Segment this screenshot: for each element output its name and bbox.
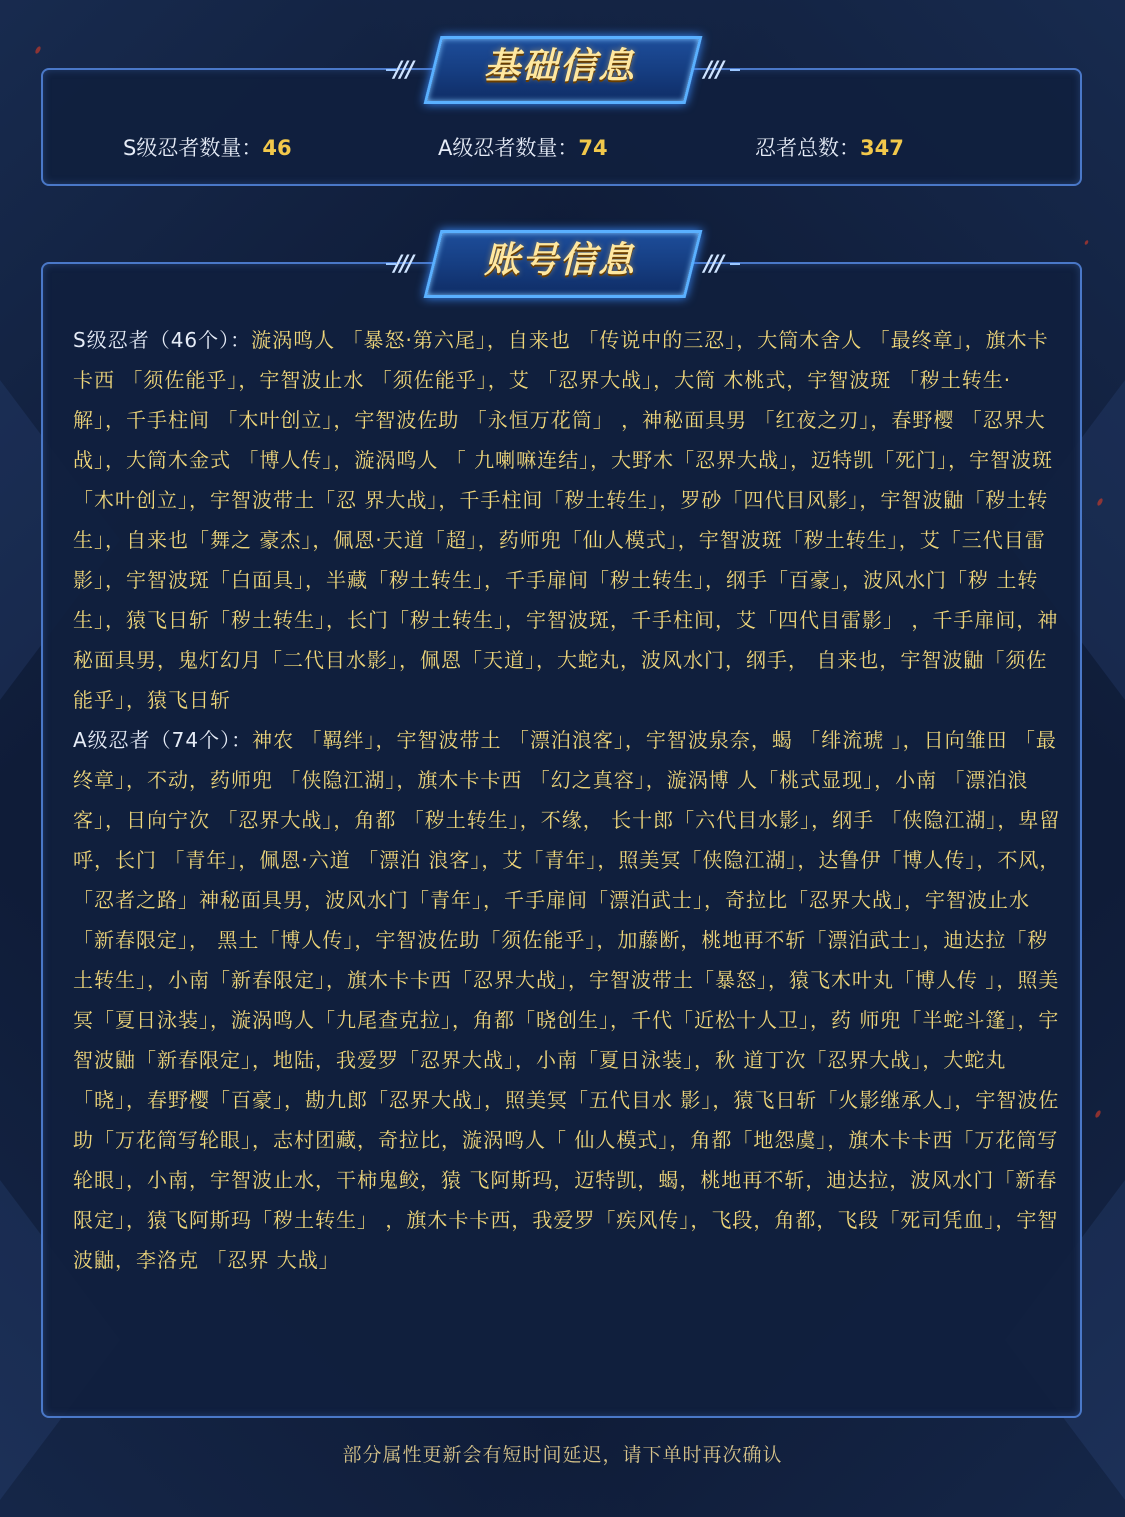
- a-ninja-lead: A级忍者（74个）：: [73, 728, 253, 752]
- deco-line-right: [730, 263, 740, 265]
- footer-notice: 部分属性更新会有短时间延迟，请下单时再次确认: [342, 1444, 783, 1466]
- a-ninja-list: 神农 「羁绊」，宇智波带土 「漂泊浪客」，宇智波泉奈，蝎 「绯流琥 」，日向雏田 「最终章」，不动，药师兜 「侠隐江湖」，旗木卡卡西 「幻之真容」，漩涡博 人「桃式显现」，小南 「漂泊浪客」，日向宁次 「忍界大战」，角都 「秽土转生」，不缘， 长十郎「六代目水影」，纲手 「侠隐江湖」，卑留呼，长门 「青年」，佩恩·六道 「漂泊 浪客」，艾「青年」，照美冥「侠隐江湖」，达鲁伊「博人传」，不风，「忍者之路」神秘面具男，波风水门「青年」，千手扉间「漂泊武士」，奇拉比「忍界大战」，宇智波止水「新春限定」， 黑土「博人传」，宇智波佐助「须佐能乎」，加藤断，桃地再不斩「漂泊武士」，迪达拉「秽土转生」，小南「新春限定」，旗木卡卡西「忍界大战」，宇智波带土「暴怒」，猿飞木叶丸「博人传 」，照美冥「夏日泳装」，漩涡鸣人「九尾查克拉」，角都「晓创生」，千代「近松十人卫」，药 师兜「半蛇斗篷」，宇智波鼬「新春限定」，地陆，我爱罗「忍界大战」，小南「夏日泳装」，秋 道丁次「忍界大战」，大蛇丸「晓」，春野樱「百豪」，勘九郎「忍界大战」，照美冥「五代目水 影」，猿飞日斩「火影继承人」，宇智波佐助「万花筒写轮眼」，志村团藏，奇拉比，漩涡鸣人「 仙人模式」，角都「地怨虞」，旗木卡卡西「万花筒写轮眼」，小南，宇智波止水，干柿鬼鲛，猿 飞阿斯玛，迈特凯，蝎，桃地再不斩，迪达拉，波风水门「新春限定」，猿飞阿斯玛「秽土转生」 ，旗木卡卡西，我爱罗「疾风传」，飞段，角都，飞段「死司凭血」，宇智波鼬，李洛克 「忍界 大战」: [73, 728, 1061, 1272]
- account-info-title: 账号信息: [483, 240, 636, 281]
- deco-line-right: [730, 69, 740, 71]
- basic-info-title: 基础信息: [483, 46, 636, 87]
- total-ninja-count-label: 忍者总数：: [755, 136, 860, 160]
- basic-info-title-badge: [386, 36, 740, 100]
- s-ninja-list: 漩涡鸣人 「暴怒·第六尾」，自来也 「传说中的三忍」，大筒木舍人 「最终章」，旗木卡卡西 「须佐能乎」，宇智波止水 「须佐能乎」，艾 「忍界大战」，大筒 木桃式，宇智波斑 「秽土转生·解」，千手柱间 「木叶创立」，宇智波佐助 「永恒万花筒」 ，神秘面具男 「红夜之刃」，春野樱 「忍界大战」，大筒木金式 「博人传」，漩涡鸣人 「 九喇嘛连结」，大野木「忍界大战」，迈特凯「死门」，宇智波斑「木叶创立」，宇智波带土「忍 界大战」，千手柱间「秽土转生」，罗砂「四代目风影」，宇智波鼬「秽土转生」，自来也「舞之 豪杰」，佩恩·天道「超」，药师兜「仙人模式」，宇智波斑「秽土转生」，艾「三代目雷影」，宇智波斑「白面具」，半藏「秽土转生」，千手扉间「秽土转生」，纲手「百豪」，波风水门「秽 土转生」，猿飞日斩「秽土转生」，长门「秽土转生」，宇智波斑，千手柱间，艾「四代目雷影」 ，千手扉间，神秘面具男，鬼灯幻月「二代目水影」，佩恩「天道」，大蛇丸，波风水门，纲手， 自来也，宇智波鼬「须佐能乎」，猿飞日斩: [73, 328, 1059, 712]
- s-ninja-section: [73, 320, 1063, 720]
- a-ninja-section: [73, 720, 1063, 1280]
- account-info-panel: [41, 262, 1082, 1418]
- a-ninja-count-value: 74: [578, 136, 608, 160]
- s-ninja-count-value: 46: [262, 136, 292, 160]
- s-ninja-lead: S级忍者（46个）：: [73, 328, 252, 352]
- deco-slashes-left: ///: [394, 58, 413, 83]
- account-ninja-list: [73, 320, 1063, 1280]
- deco-slashes-right: ///: [704, 252, 723, 277]
- deco-slashes-right: ///: [704, 58, 723, 83]
- a-ninja-count: [438, 132, 608, 162]
- account-info-title-badge: [386, 230, 740, 294]
- s-ninja-count-label: S级忍者数量：: [123, 136, 263, 160]
- total-ninja-count: [755, 132, 904, 162]
- a-ninja-count-label: A级忍者数量：: [438, 136, 579, 160]
- deco-slashes-left: ///: [394, 252, 413, 277]
- s-ninja-count: [123, 132, 292, 162]
- total-ninja-count-value: 347: [860, 136, 904, 160]
